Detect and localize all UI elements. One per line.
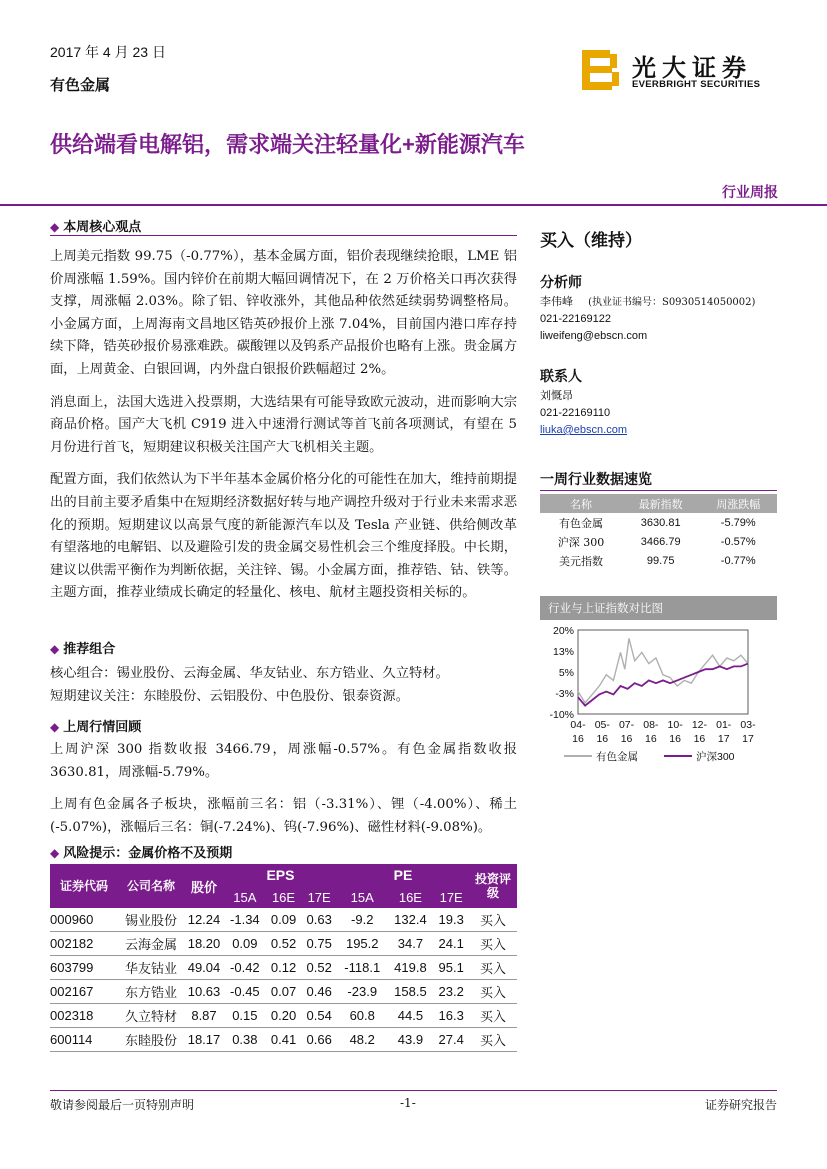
analyst-cert: (执业证书编号：S0930514050002) <box>588 297 756 308</box>
y-tick-label: 13% <box>552 646 574 658</box>
table-cell: -1.34 <box>224 908 266 932</box>
table-cell: 0.54 <box>301 1004 337 1028</box>
x-tick-label: 16 <box>596 733 609 745</box>
table-row <box>50 980 517 1004</box>
table-cell: 0.09 <box>266 908 302 932</box>
x-tick-label: 16 <box>620 733 633 745</box>
table-cell: 158.5 <box>388 980 434 1004</box>
x-tick-label: 16 <box>693 733 706 745</box>
weekly-data-row <box>540 551 777 570</box>
weekly-data-row <box>540 532 777 551</box>
table-cell: 195.2 <box>337 932 388 956</box>
table-cell: 12.24 <box>184 908 224 932</box>
table-cell: 600114 <box>50 1028 118 1052</box>
weekly-data-cell: 3466.79 <box>640 535 681 548</box>
x-tick-label: 10- <box>667 719 683 731</box>
col-sub-header: 16E <box>266 886 302 908</box>
market-review-heading-text: 上周行情回顾 <box>63 720 142 735</box>
weekly-data-rows <box>540 513 777 570</box>
table-cell: -0.42 <box>224 956 266 980</box>
core-view-paragraph: 消息面上，法国大选进入投票期，大选结果有可能导致欧元波动，进而影响大宗商品价格。国产大飞机 C919 进入中速滑行测试等首飞前各项测试，有望在 5 月份进行首飞，短期建议积极关注国产大飞机相关主题。 <box>50 394 517 455</box>
analyst-email[interactable]: liweifeng@ebscn.com <box>540 330 648 342</box>
table-cell: 132.4 <box>388 908 434 932</box>
diamond-bullet-icon: ◆ <box>50 642 60 656</box>
table-cell: 18.20 <box>184 932 224 956</box>
x-tick-label: 04- <box>570 719 586 731</box>
table-cell: 0.63 <box>301 908 337 932</box>
table-cell: 买入 <box>469 956 517 980</box>
table-cell: 0.75 <box>301 932 337 956</box>
analyst-name-line <box>540 294 777 311</box>
col-sub-header: 17E <box>301 886 337 908</box>
table-cell: -0.45 <box>224 980 266 1004</box>
table-cell: 44.5 <box>388 1004 434 1028</box>
table-cell: 0.15 <box>224 1004 266 1028</box>
table-cell: 0.41 <box>266 1028 302 1052</box>
chart-heading: 行业与上证指数对比图 <box>540 596 777 620</box>
footer-disclaimer: 敬请参阅最后一页特别声明 <box>50 1098 195 1112</box>
core-view-heading <box>50 216 141 235</box>
weekly-data-col-header: 最新指数 <box>622 494 700 513</box>
table-cell: 买入 <box>469 908 517 932</box>
weekly-data-heading: 一周行业数据速览 <box>540 471 652 487</box>
weekly-data-cell: 99.75 <box>646 554 675 567</box>
market-review-paragraph: 上周沪深 300 指数收报 3466.79，周涨幅-0.57%。有色金属指数收报 3630.81，周涨幅-5.79%。 <box>50 742 517 780</box>
col-header-pe: PE <box>337 864 469 886</box>
plot-area-frame <box>578 630 748 714</box>
table-cell: -23.9 <box>337 980 388 1004</box>
weekly-data-cell: 沪深 300 <box>557 535 605 549</box>
core-view-paragraph: 上周美元指数 99.75（-0.77%），基本金属方面，铝价表现继续抢眼，LME 铝价周涨幅 1.59%。国内锌价在前期大幅回调情况下，在 2 万价格关口再次获得支撑，周涨幅 2.03%。除了铝、锌收涨外，其他品种依然延续弱势调整格局。小金属方面，上周海南文昌地区锆英砂报价上涨 7.04%，目前国内港口库存持续下降，锆英砂报价易涨难跌。碳酸锂以及钨系产品报价也略有上涨。贵金属方面，上周黄金、白银回调，内外盘白银报价跌幅超过 2%。 <box>50 249 517 377</box>
table-cell: 002167 <box>50 980 118 1004</box>
col-header-price: 股价 <box>184 864 224 908</box>
market-review-paragraph: 上周有色金属各子板块，涨幅前三名：铝（-3.31%）、锂（-4.00%）、稀土(-5.07%)，涨幅后三名：铜(-7.24%)、钨(-7.96%)、磁性材料(-9.08%)。 <box>50 797 517 835</box>
weekly-data-col-header: 周涨跌幅 <box>699 494 777 513</box>
diamond-bullet-icon: ◆ <box>50 220 60 234</box>
table-cell: 603799 <box>50 956 118 980</box>
core-view-rule <box>50 235 517 236</box>
report-date: 2017 年 4 月 23 日 <box>50 44 166 60</box>
table-row <box>50 908 517 932</box>
weekly-data-cell: 3630.81 <box>640 516 681 529</box>
col-header-code: 证券代码 <box>50 864 118 908</box>
contact-heading: 联系人 <box>540 368 582 384</box>
table-cell: 95.1 <box>433 956 469 980</box>
series-line-csi300 <box>578 664 748 706</box>
portfolio-line: 核心组合：锡业股份、云海金属、华友钴业、东方锆业、久立特材。 <box>50 666 449 681</box>
risk-heading <box>50 842 232 861</box>
weekly-data-col-header: 名称 <box>540 494 622 513</box>
header-divider <box>0 204 827 206</box>
contact-phone: 021-22169110 <box>540 407 611 419</box>
weekly-data-cell: -0.57% <box>720 535 756 548</box>
weekly-data-cell: -5.79% <box>720 516 756 529</box>
risk-heading-text: 风险提示：金属价格不及预期 <box>63 846 233 861</box>
table-cell: 8.87 <box>184 1004 224 1028</box>
table-cell: 锡业股份 <box>118 908 184 932</box>
y-tick-label: -10% <box>549 709 574 721</box>
x-tick-label: 05- <box>594 719 610 731</box>
report-type: 行业周报 <box>722 184 778 200</box>
table-cell: 0.20 <box>266 1004 302 1028</box>
diamond-bullet-icon: ◆ <box>50 846 60 860</box>
weekly-data-cell: -0.77% <box>720 554 756 567</box>
logo-mark-icon <box>580 48 626 94</box>
x-tick-label: 08- <box>643 719 659 731</box>
x-tick-label: 16 <box>645 733 657 745</box>
portfolio-line: 短期建议关注：东睦股份、云铝股份、中色股份、银泰资源。 <box>50 688 410 704</box>
weekly-data-rule <box>540 490 777 491</box>
contact-info <box>540 388 777 439</box>
portfolio-body <box>50 663 517 708</box>
weekly-data-table-wrap <box>540 494 777 570</box>
table-cell: 买入 <box>469 1028 517 1052</box>
contact-name: 刘慨昂 <box>540 390 573 402</box>
table-cell: 48.2 <box>337 1028 388 1052</box>
analyst-phone: 021-22169122 <box>540 313 611 325</box>
x-tick-label: 07- <box>618 719 635 731</box>
weekly-data-table <box>540 494 777 570</box>
table-cell: -118.1 <box>337 956 388 980</box>
table-cell: 东方锆业 <box>118 980 184 1004</box>
recommended-stocks-table <box>50 864 517 1052</box>
analyst-heading: 分析师 <box>540 274 582 290</box>
col-sub-header: 17E <box>433 886 469 908</box>
comparison-line-chart <box>540 622 777 774</box>
table-cell: 0.46 <box>301 980 337 1004</box>
weekly-data-cell: 美元指数 <box>558 554 603 568</box>
core-view-heading-text: 本周核心观点 <box>63 220 142 235</box>
y-tick-label: -3% <box>555 688 574 700</box>
table-cell: 16.3 <box>433 1004 469 1028</box>
x-tick-label: 01- <box>716 719 732 731</box>
table-cell: 000960 <box>50 908 118 932</box>
col-header-name: 公司名称 <box>118 864 184 908</box>
table-cell: 10.63 <box>184 980 224 1004</box>
table-cell: 002182 <box>50 932 118 956</box>
table-cell: 49.04 <box>184 956 224 980</box>
table-cell: 买入 <box>469 1004 517 1028</box>
core-view-paragraph: 配置方面，我们依然认为下半年基本金属价格分化的可能性在加大，维持前期提出的目前主要矛盾集中在短期经济数据好转与地产调控升级对于行业未来需求恶化的预期。短期建议以高景气度的新能源汽车以及 Tesla 产业链、供给侧改革有望落地的电解铝、以及避险引发的贵金属交易性机会三个维度择股。中长期，建议以供需平衡作为判断依据，关注锌、锡。小金属方面，推荐锆、钴、铁等。主题方面，推荐业绩成长确定的轻量化、核电、航材主题投资相关标的。 <box>50 472 517 601</box>
table-cell: 60.8 <box>337 1004 388 1028</box>
x-tick-label: 12- <box>691 719 708 731</box>
x-tick-label: 03- <box>740 719 756 731</box>
report-title: 供给端看电解铝，需求端关注轻量化+新能源汽车 <box>50 132 525 157</box>
footer-divider <box>50 1090 777 1091</box>
logo-chinese-name: 光大证券 <box>632 53 752 82</box>
col-header-eps: EPS <box>224 864 337 886</box>
table-cell: 0.07 <box>266 980 302 1004</box>
legend-label: 有色金属 <box>596 751 638 763</box>
weekly-data-cell: 有色金属 <box>558 516 603 530</box>
table-cell: 0.52 <box>301 956 337 980</box>
legend-label: 沪深300 <box>696 751 735 763</box>
table-cell: 24.1 <box>433 932 469 956</box>
core-view-body <box>50 246 517 605</box>
table-cell: 19.3 <box>433 908 469 932</box>
y-tick-label: 5% <box>558 667 574 679</box>
diamond-bullet-icon: ◆ <box>50 720 60 734</box>
portfolio-heading <box>50 638 115 657</box>
footer-report-kind: 证券研究报告 <box>704 1098 777 1112</box>
table-cell: 0.52 <box>266 932 302 956</box>
col-sub-header: 16E <box>388 886 434 908</box>
x-tick-label: 17 <box>717 733 730 745</box>
table-cell: 云海金属 <box>118 932 184 956</box>
col-header-rating: 投资评级 <box>469 864 517 908</box>
table-cell: 久立特材 <box>118 1004 184 1028</box>
contact-email-link[interactable]: liuka@ebscn.com <box>540 424 627 436</box>
stock-rows <box>50 908 517 1052</box>
page-number: -1- <box>400 1096 416 1110</box>
logo-english-name: EVERBRIGHT SECURITIES <box>632 79 761 90</box>
x-tick-label: 16 <box>669 733 681 745</box>
weekly-data-header <box>540 494 777 513</box>
table-cell: 买入 <box>469 980 517 1004</box>
analyst-info <box>540 294 777 345</box>
table-row <box>50 956 517 980</box>
table-cell: 0.38 <box>224 1028 266 1052</box>
col-sub-header: 15A <box>224 886 266 908</box>
table-row <box>50 932 517 956</box>
portfolio-heading-text: 推荐组合 <box>63 642 116 657</box>
table-cell: 18.17 <box>184 1028 224 1052</box>
col-sub-header: 15A <box>337 886 388 908</box>
table-cell: 0.12 <box>266 956 302 980</box>
x-tick-label: 16 <box>572 733 584 745</box>
analyst-name: 李伟峰 <box>540 296 573 308</box>
table-cell: 43.9 <box>388 1028 434 1052</box>
x-tick-label: 17 <box>742 733 754 745</box>
market-review-body <box>50 739 517 839</box>
y-tick-label: 20% <box>552 625 574 637</box>
table-row <box>50 1028 517 1052</box>
table-cell: 东睦股份 <box>118 1028 184 1052</box>
table-cell: 419.8 <box>388 956 434 980</box>
market-review-heading <box>50 716 141 735</box>
table-cell: 买入 <box>469 932 517 956</box>
table-cell: -9.2 <box>337 908 388 932</box>
table-cell: 002318 <box>50 1004 118 1028</box>
table-cell: 34.7 <box>388 932 434 956</box>
table-cell: 华友钴业 <box>118 956 184 980</box>
weekly-data-row <box>540 513 777 532</box>
table-row <box>50 1004 517 1028</box>
everbright-logo <box>580 46 780 96</box>
table-cell: 27.4 <box>433 1028 469 1052</box>
table-cell: 23.2 <box>433 980 469 1004</box>
sector-label: 有色金属 <box>50 77 111 94</box>
table-cell: 0.66 <box>301 1028 337 1052</box>
table-cell: 0.09 <box>224 932 266 956</box>
investment-rating: 买入（维持） <box>540 231 642 250</box>
